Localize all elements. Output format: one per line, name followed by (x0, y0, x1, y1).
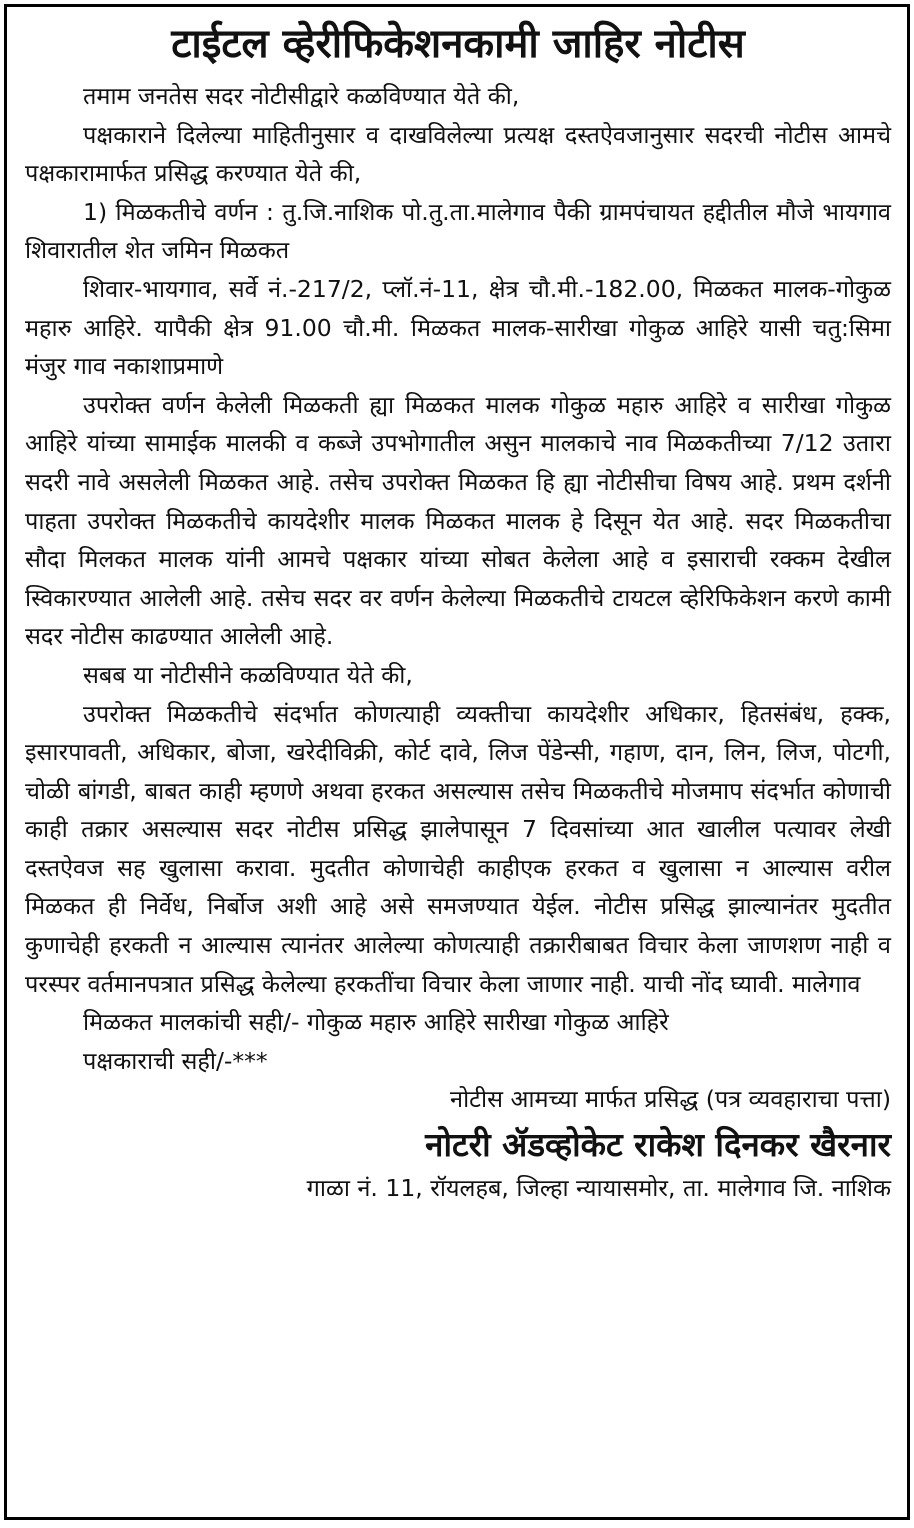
intro-line: तमाम जनतेस सदर नोटीसीद्वारे कळविण्यात येते की, (83, 82, 520, 110)
owner-signature: मिळकत मालकांची सही/- गोकुळ महारु आहिरे सारीखा गोकुळ आहिरे (83, 1008, 669, 1037)
client-signature: पक्षकाराची सही/-*** (83, 1046, 268, 1075)
ownership-paragraph: उपरोक्त वर्णन केलेली मिळकती ह्या मिळकत मालक गोकुळ महारु आहिरे व सारीखा गोकुळ आहिरे यांच्या सामाईक मालकी व कब्जे उपभोगातील असुन मालकाचे नाव मिळकतीच्या 7/12 उतारा सदरी नावे असलेली मिळकत आहे. तसेच उपरोक्त मिळकत हि ह्या नोटीसीचा विषय आहे. प्रथम दर्शनी पाहता उपरोक्त मिळकतीचे कायदेशीर मालक मिळकत मालक हे दिसून येत आहे. सदर मिळकतीचा सौदा मिलकत मालक यांनी आमचे पक्षकार यांच्या सोबत केलेला आहे व इसाराची रक्कम देखील स्विकारण्यात आलेली आहे. तसेच सदर वर वर्णन केलेल्या मिळकतीचे टायटल व्हेरिफिकेशन करणे कामी सदर नोटीस काढण्यात आलेली आहे. (25, 390, 891, 651)
public-notice (4, 4, 910, 1520)
advocate-address: गाळा नं. 11, रॉयलहब, जिल्हा न्यायासमोर, ता. मालेगाव जि. नाशिक (306, 1174, 891, 1203)
published-through: नोटीस आमच्या मार्फत प्रसिद्ध (पत्र व्यवहाराचा पत्ता) (450, 1085, 891, 1114)
notice-body (25, 77, 891, 1119)
client-statement: पक्षकाराने दिलेल्या माहितीनुसार व दाखविलेल्या प्रत्यक्ष दस्तऐवजानुसार सदरची नोटीस आमचे पक्षकारामार्फत प्रसिद्ध करण्यात येते की, (25, 120, 891, 188)
notice-title: टाईटल व्हेरीफिकेशनकामी जाहिर नोटीस (171, 21, 745, 67)
property-description: 1) मिळकतीचे वर्णन : तु.जि.नाशिक पो.तु.ता.मालेगाव पैकी ग्रामपंचायत हद्दीतील मौजे भायगाव शिवारातील शेत जमिन मिळकत (25, 197, 891, 265)
advocate-name: नोटरी ॲडव्होकेट राकेश दिनकर खैरनार (425, 1125, 891, 1165)
property-details: शिवार-भायगाव, सर्वे नं.-217/2, प्लॉ.नं-11, क्षेत्र चौ.मी.-182.00, मिळकत मालक-गोकुळ महारु आहिरे. यापैकी क्षेत्र 91.00 चौ.मी. मिळकत मालक-सारीखा गोकुळ आहिरे यासी चतु:सिमा मंजुर गाव नकाशाप्रमाणे (25, 274, 891, 381)
objection-paragraph: उपरोक्त मिळकतीचे संदर्भात कोणत्याही व्यक्तीचा कायदेशीर अधिकार, हितसंबंध, हक्क, इसारपावती, अधिकार, बोजा, खरेदीविक्री, कोर्ट दावे, लिज पेंडेन्सी, गहाण, दान, लिन, लिज, पोटगी, चोळी बांगडी, बाबत काही म्हणणे अथवा हरकत असल्यास तसेच मिळकतीचे मोजमाप संदर्भात कोणाची काही तक्रार असल्यास सदर नोटीस प्रसिद्ध झालेपासून 7 दिवसांच्या आत खालील पत्यावर लेखी दस्तऐवज सह खुलासा करावा. मुदतीत कोणाचेही काहीएक हरकत व खुलासा न आल्यास वरील मिळकत ही निर्वेध, निर्बोज अशी आहे असे समजण्यात येईल. नोटीस प्रसिद्ध झाल्यानंतर मुदतीत कुणाचेही हरकती न आल्यास त्यानंतर आलेल्या कोणत्याही तक्रारीबाबत विचार केला जाणशण नाही व परस्पर वर्तमानपत्रात प्रसिद्ध केलेल्या हरकतींचा विचार केला जाणार नाही. याची नोंद घ्यावी. मालेगाव (25, 699, 891, 998)
reason-line: सबब या नोटीसीने कळविण्यात येते की, (83, 660, 413, 689)
